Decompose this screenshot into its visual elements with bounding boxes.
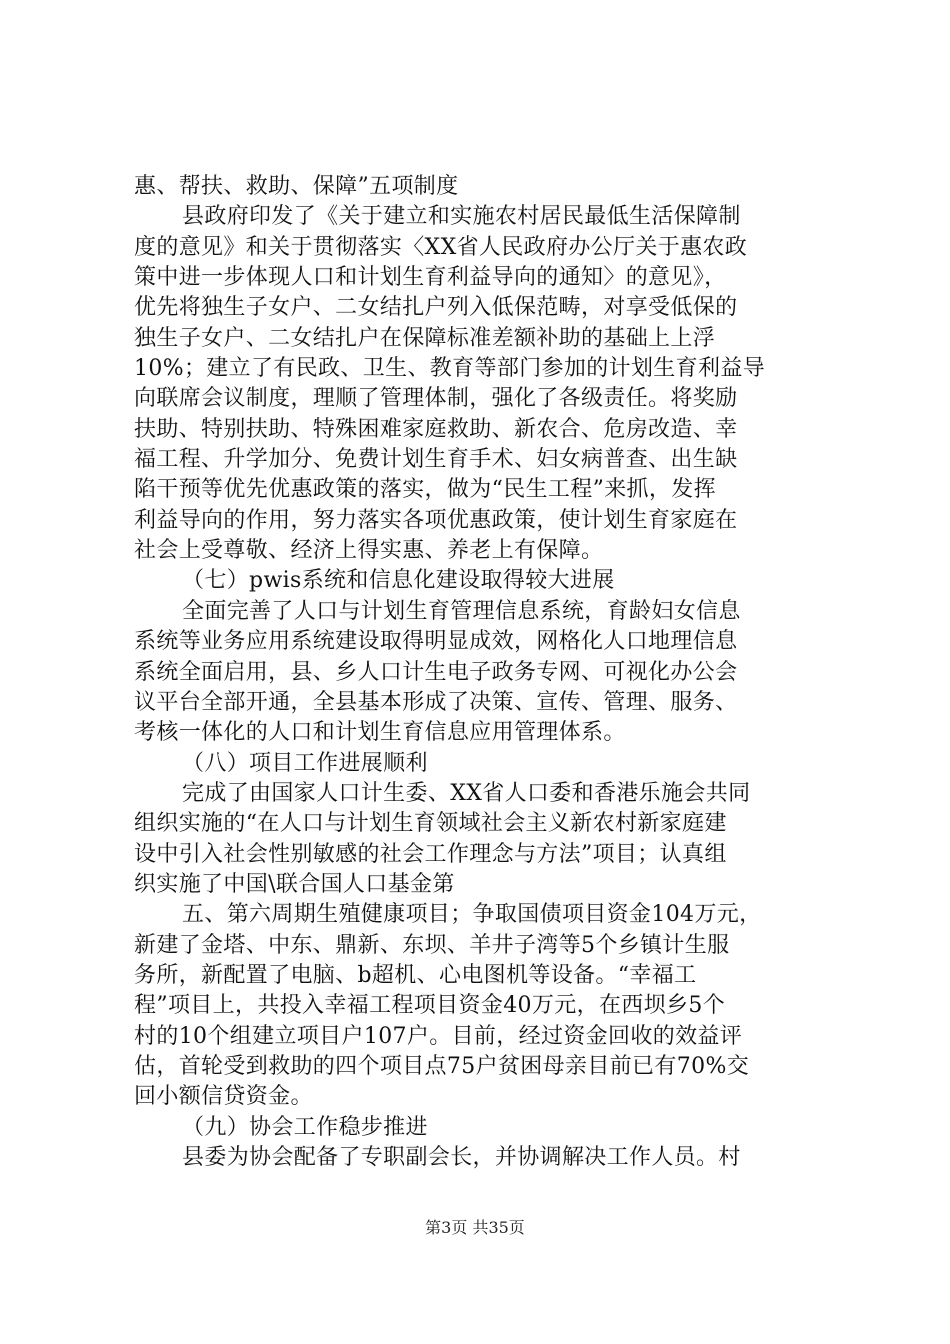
paragraph-start-line: 县政府印发了《关于建立和实施农村居民最低生活保障制 <box>182 204 741 230</box>
body-line: 回小额信贷资金。 <box>134 1084 313 1110</box>
body-line: 估，首轮受到救助的四个项目点75户贫困母亲目前已有70%交 <box>134 1053 750 1079</box>
body-line: 策中进一步体现人口和计划生育利益导向的通知〉的意见》， <box>134 265 727 291</box>
body-line: 村的10个组建立项目户107户。目前，经过资金回收的效益评 <box>134 1023 743 1049</box>
body-line: 设中引入社会性别敏感的社会工作理念与方法”项目；认真组 <box>134 841 727 867</box>
body-line: 10%；建立了有民政、卫生、教育等部门参加的计划生育利益导 <box>134 356 766 382</box>
paragraph-start-line: 全面完善了人口与计划生育管理信息系统，育龄妇女信息 <box>182 598 741 624</box>
body-line: 程”项目上，共投入幸福工程项目资金40万元，在西坝乡5个 <box>134 993 726 1019</box>
body-line: 扶助、特别扶助、特殊困难家庭救助、新农合、危房改造、幸 <box>134 416 738 442</box>
body-line: 议平台全部开通，全县基本形成了决策、宣传、管理、服务、 <box>134 689 738 715</box>
page-number-footer: 第3页 共35页 <box>425 1218 525 1237</box>
section-heading-9: （九）协会工作稳步推进 <box>182 1114 428 1140</box>
body-line: 利益导向的作用，努力落实各项优惠政策，使计划生育家庭在 <box>134 507 738 533</box>
paragraph-start-line: 县委为协会配备了专职副会长，并协调解决工作人员。村 <box>182 1145 741 1170</box>
body-line: 度的意见》和关于贯彻落实〈XX省人民政府办公厅关于惠农政 <box>134 234 748 260</box>
body-line: 组织实施的“在人口与计划生育领域社会主义新农村新家庭建 <box>134 811 727 837</box>
section-heading-7: （七）pwis系统和信息化建设取得较大进展 <box>182 568 615 594</box>
body-line: 惠、帮扶、救助、保障”五项制度 <box>134 174 459 199</box>
body-line: 陷干预等优先优惠政策的落实，做为“民生工程”来抓，发挥 <box>134 477 716 503</box>
paragraph-start-line: 五、第六周期生殖健康项目；争取国债项目资金104万元， <box>182 902 762 928</box>
section-heading-8: （八）项目工作进展顺利 <box>182 750 428 776</box>
body-line: 系统全面启用，县、乡人口计生电子政务专网、可视化办公会 <box>134 659 738 685</box>
body-line: 向联席会议制度，理顺了管理体制，强化了各级责任。将奖励 <box>134 386 738 412</box>
body-line: 独生子女户、二女结扎户在保障标准差额补助的基础上上浮 <box>134 325 716 351</box>
body-line: 社会上受尊敬、经济上得实惠、养老上有保障。 <box>134 538 604 564</box>
body-line: 考核一体化的人口和计划生育信息应用管理体系。 <box>134 720 626 746</box>
document-body <box>134 172 834 1173</box>
body-line: 新建了金塔、中东、鼎新、东坝、羊井子湾等5个乡镇计生服 <box>134 932 730 958</box>
body-line: 优先将独生子女户、二女结扎户列入低保范畴，对享受低保的 <box>134 295 738 321</box>
paragraph-start-line: 完成了由国家人口计生委、XX省人口委和香港乐施会共同 <box>182 780 751 806</box>
body-line: 福工程、升学加分、免费计划生育手术、妇女病普查、出生缺 <box>134 447 738 473</box>
body-line: 务所，新配置了电脑、b超机、心电图机等设备。“幸福工 <box>134 962 697 988</box>
body-line: 织实施了中国\联合国人口基金第 <box>134 871 455 897</box>
body-line: 系统等业务应用系统建设取得明显成效，网格化人口地理信息 <box>134 629 738 655</box>
